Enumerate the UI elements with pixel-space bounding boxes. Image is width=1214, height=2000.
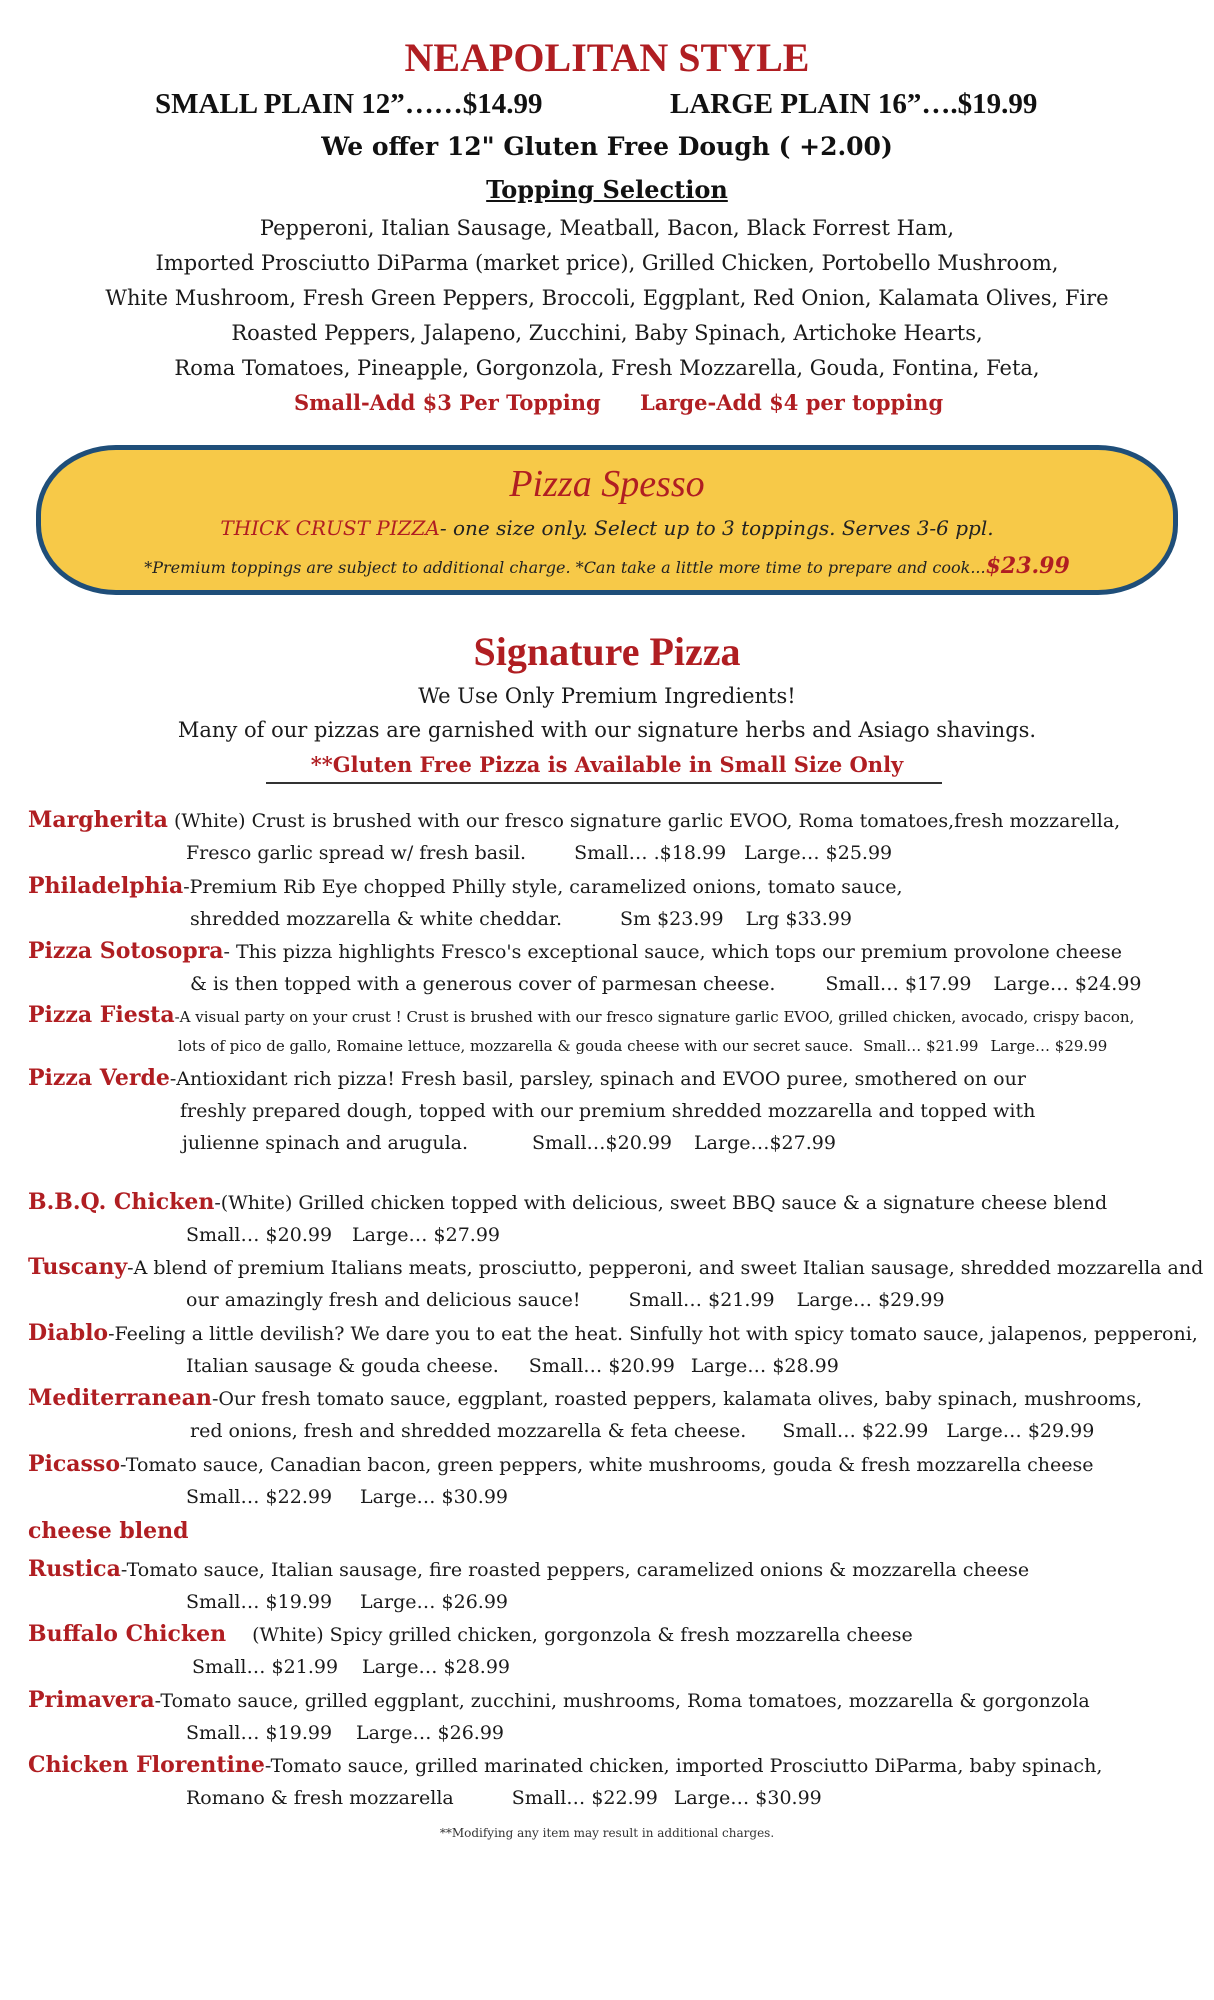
item-desc: -Antioxidant rich pizza! Fresh basil, parsley, spinach and EVOO puree, smothered on our [169,1068,1026,1090]
spesso-price: $23.99 [985,553,1070,579]
signature-pizza-title: Signature Pizza [473,629,741,674]
item-name: Pizza Sotosopra [28,938,224,964]
menu-item-bbq-chicken [28,1186,1198,1251]
small-plain-price: SMALL PLAIN 12”……$14.99 [155,88,543,120]
topping-line: White Mushroom, Fresh Green Peppers, Broccoli, Eggplant, Red Onion, Kalamata Olives, Fire [105,286,1109,310]
item-desc: Italian sausage & gouda cheese. [186,1355,499,1377]
small-topping-price: Small-Add $3 Per Topping [294,390,601,415]
pizza-spesso-note [0,553,1214,579]
small-price: Small… $17.99 [825,973,972,995]
pizza-spesso-description [0,516,1214,540]
menu-item-pizza-sotosopra [28,935,1198,1000]
item-name: Mediterranean [28,1385,212,1411]
large-price: Large… $30.99 [360,1486,509,1508]
item-name: Margherita [28,807,168,833]
large-price: Large… $25.99 [744,842,893,864]
item-name: Chicken Florentine [28,1752,265,1778]
menu-item-mediterranean [28,1382,1198,1447]
small-price: Small… $20.99 [186,1224,333,1246]
small-price: Small… $20.99 [528,1355,675,1377]
item-desc: our amazingly fresh and delicious sauce! [186,1289,581,1311]
small-price: Small… $19.99 [186,1591,333,1613]
neapolitan-title: NEAPOLITAN STYLE [404,35,810,80]
large-price: Large… $26.99 [360,1591,509,1613]
item-name: Diablo [28,1320,109,1346]
item-name: B.B.Q. Chicken [28,1189,215,1215]
item-name: Buffalo Chicken [28,1621,227,1647]
item-name: Philadelphia [28,873,184,899]
item-name: Pizza Verde [28,1065,170,1091]
item-desc: -A blend of premium Italians meats, prosciutto, pepperoni, and sweet Italian sausage, shredded mozzarella and [127,1257,1204,1279]
item-desc: -Tomato sauce, Italian sausage, fire roasted peppers, caramelized onions & mozzarella cheese [120,1559,1030,1581]
large-price: Large… $29.99 [990,1037,1108,1055]
thick-crust-label: THICK CRUST PIZZA [220,516,440,540]
small-price: Small… .$18.99 [574,842,727,864]
menu-item-rustica [28,1553,1198,1618]
signature-intro-line: Many of our pizzas are garnished with our signature herbs and Asiago shavings. [177,718,1037,742]
item-desc: lots of pico de gallo, Romaine lettuce, mozzarella & gouda cheese with our secret sauce. [178,1037,854,1055]
large-plain-price: LARGE PLAIN 16”….$19.99 [670,88,1038,120]
menu-item-primavera [28,1684,1198,1749]
item-name: Tuscany [28,1254,128,1280]
large-price: Large… $26.99 [356,1722,505,1744]
modification-footnote: **Modifying any item may result in additional charges. [439,1826,775,1840]
section-divider [266,782,942,784]
item-desc: freshly prepared dough, topped with our premium shredded mozzarella and topped with [180,1100,1036,1122]
large-price: Large… $29.99 [946,1420,1095,1442]
signature-intro-line: We Use Only Premium Ingredients! [418,684,796,708]
item-desc: -Tomato sauce, Canadian bacon, green peppers, white mushrooms, gouda & fresh mozzarella cheese [120,1454,1094,1476]
small-price: Small… $21.99 [863,1037,979,1055]
large-price: Large… $24.99 [993,973,1142,995]
small-price: Sm $23.99 [620,908,724,930]
small-price: Small… $22.99 [186,1486,333,1508]
topping-line: Roma Tomatoes, Pineapple, Gorgonzola, Fresh Mozzarella, Gouda, Fontina, Feta, [174,356,1040,380]
item-name: Picasso [28,1451,120,1477]
spesso-desc-text: - one size only. Select up to 3 toppings. Serves 3-6 ppl. [439,516,994,540]
item-desc: red onions, fresh and shredded mozzarella & feta cheese. [190,1420,747,1442]
spesso-note-text: *Premium toppings are subject to additional charge. *Can take a little more time to prepare and cook... [144,558,986,577]
topping-line: Pepperoni, Italian Sausage, Meatball, Bacon, Black Forrest Ham, [259,216,955,240]
large-price: Lrg $33.99 [745,908,852,930]
small-price: Small… $21.99 [192,1656,339,1678]
menu-item-chicken-florentine [28,1749,1198,1814]
item-desc: shredded mozzarella & white cheddar. [190,908,562,930]
small-price: Small…$20.99 [532,1132,673,1154]
large-price: Large… $27.99 [352,1224,501,1246]
gluten-free-dough-note: We offer 12" Gluten Free Dough ( +2.00) [321,132,893,161]
menu-item-pizza-fiesta [28,1001,1198,1061]
item-desc: julienne spinach and arugula. [182,1132,469,1154]
large-topping-price: Large-Add $4 per topping [640,390,944,415]
cheese-blend-heading: cheese blend [28,1518,189,1544]
pizza-spesso-title: Pizza Spesso [509,463,705,505]
small-price: Small… $22.99 [782,1420,929,1442]
item-desc: -A visual party on your crust ! Crust is brushed with our fresco signature garlic EVOO, grilled chicken, avocado, crispy bacon, [174,1008,1135,1026]
item-desc: -Our fresh tomato sauce, eggplant, roasted peppers, kalamata olives, baby spinach, mushrooms, [211,1388,1143,1410]
item-desc: -Tomato sauce, grilled eggplant, zucchini, mushrooms, Roma tomatoes, mozzarella & gorgonzola [154,1690,1090,1712]
menu-item-picasso [28,1448,1198,1513]
gluten-free-pizza-note: **Gluten Free Pizza is Available in Small Size Only [310,752,904,777]
item-desc: & is then topped with a generous cover of parmesan cheese. [190,973,776,995]
item-desc: -Tomato sauce, grilled marinated chicken, imported Prosciutto DiParma, baby spinach, [264,1755,1103,1777]
small-price: Small… $19.99 [186,1722,333,1744]
item-name: Pizza Fiesta [28,1002,175,1028]
large-price: Large… $30.99 [673,1787,822,1809]
item-desc: -(White) Grilled chicken topped with delicious, sweet BBQ sauce & a signature cheese blend [214,1192,1108,1214]
small-price: Small… $21.99 [628,1289,775,1311]
item-desc: Romano & fresh mozzarella [186,1787,454,1809]
large-price: Large… $29.99 [796,1289,945,1311]
item-desc: Fresco garlic spread w/ fresh basil. [186,842,527,864]
menu-item-philadelphia [28,870,1198,935]
item-desc: - This pizza highlights Fresco's exceptional sauce, which tops our premium provolone cheese [223,941,1122,963]
menu-item-tuscany [28,1251,1204,1316]
menu-item-diablo [28,1317,1198,1382]
menu-item-pizza-verde [28,1062,1198,1159]
item-desc: (White) Crust is brushed with our fresco signature garlic EVOO, Roma tomatoes,fresh mozzarella, [167,810,1121,832]
item-desc: -Premium Rib Eye chopped Philly style, caramelized onions, tomato sauce, [183,876,903,898]
topping-line: Roasted Peppers, Jalapeno, Zucchini, Baby Spinach, Artichoke Hearts, [231,321,983,345]
menu-item-margherita [28,804,1198,869]
item-desc: -Feeling a little devilish? We dare you to eat the heat. Sinfully hot with spicy tomato sauce, jalapenos, pepperoni, [108,1323,1198,1345]
item-name: Primavera [28,1687,155,1713]
small-price: Small… $22.99 [511,1787,658,1809]
item-desc: (White) Spicy grilled chicken, gorgonzola & fresh mozzarella cheese [252,1624,913,1646]
large-price: Large… $28.99 [690,1355,839,1377]
large-price: Large…$27.99 [694,1132,836,1154]
large-price: Large… $28.99 [362,1656,511,1678]
topping-line: Imported Prosciutto DiParma (market price), Grilled Chicken, Portobello Mushroom, [155,251,1059,275]
menu-item-buffalo-chicken [28,1618,1198,1683]
item-name: Rustica [28,1556,121,1582]
topping-selection-title: Topping Selection [486,175,728,204]
